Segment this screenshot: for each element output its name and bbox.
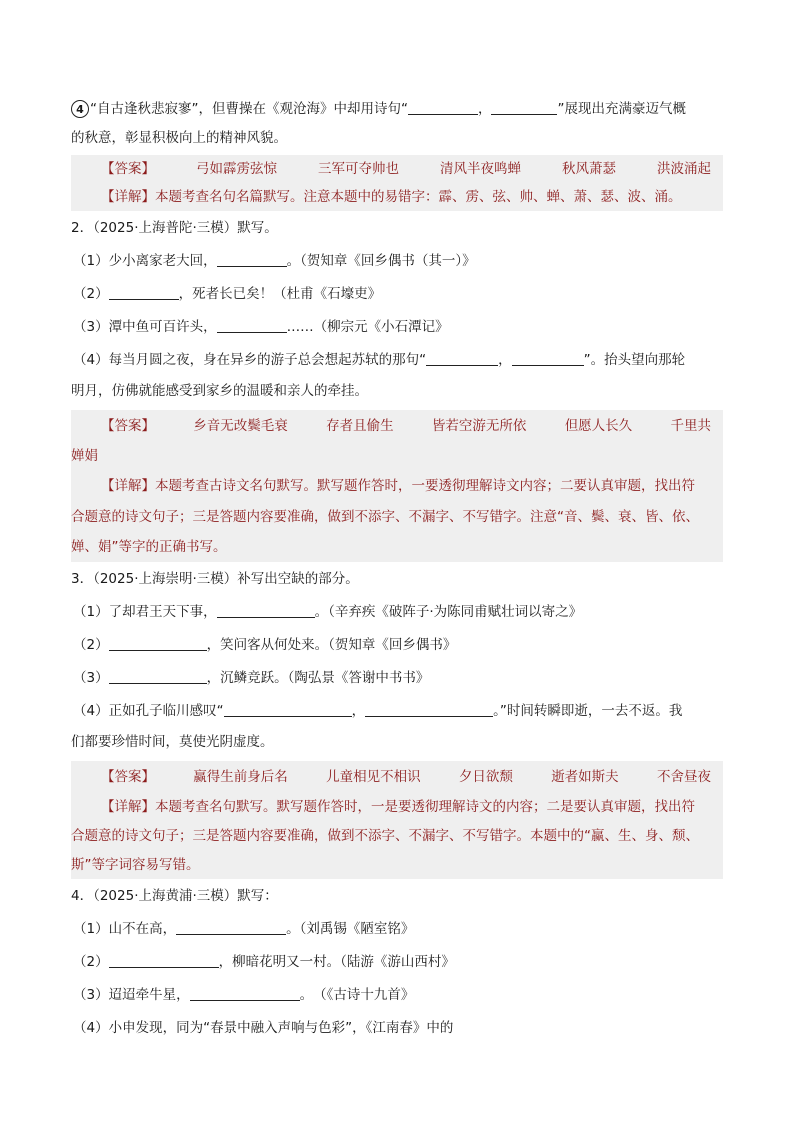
answer-tag: 【答案】 (101, 418, 155, 434)
q3-item-2: （2） ，笑问客从何处来。（贺知章《回乡偶书》 (73, 637, 457, 653)
q2-answer-box (71, 410, 723, 562)
question-heading: 3．（2025·上海崇明·三模）补写出空缺的部分。 (71, 571, 359, 587)
detail-text: 【详解】本题考查名句名篇默写。注意本题中的易错字：霹、雳、弦、帅、蝉、萧、瑟、波、涌。 (101, 189, 682, 205)
detail-text: 婵、娟”等字的正确书写。 (71, 539, 227, 555)
q2-item-3: （3）潭中鱼可百许头， ……（柳宗元《小石潭记》 (73, 319, 449, 335)
answer-blank[interactable] (176, 920, 286, 935)
answer-blank[interactable] (109, 953, 219, 968)
answer-item: 夕日欲颓 (458, 769, 513, 785)
question-heading: 2．（2025·上海普陀·三模）默写。 (71, 220, 278, 236)
answer-blank[interactable] (512, 351, 584, 366)
q4-item-3: （3）迢迢牵牛星， 。 （《古诗十九首》 (73, 987, 415, 1003)
detail-text: 【详解】本题考查古诗文名句默写。默写题作答时，一要透彻理解诗文内容；二要认真审题，找出符 (101, 478, 695, 494)
q3-item-1: （1）了却君王天下事， 。（辛弃疾《破阵子·为陈同甫赋壮词以寄之》 (73, 604, 583, 620)
answer-item: 洪波涌起 (657, 161, 711, 177)
q3-answer-box (71, 761, 723, 879)
answer-blank[interactable] (217, 603, 315, 618)
answer-blank[interactable] (426, 351, 498, 366)
q3-item-4: （4）正如孔子临川感叹“ ， 。”时间转瞬即逝，一去不返。我 (73, 703, 683, 719)
answer-blank[interactable] (365, 702, 493, 717)
answer-item: 但愿人长久 (564, 418, 633, 434)
q2-item-4: （4）每当月圆之夜，身在异乡的游子总会想起苏轼的那句“ ， ”。抬头望向那轮 (73, 352, 686, 368)
answer-blank[interactable] (190, 986, 300, 1001)
detail-text: 斯”等字词容易写错。 (71, 857, 200, 873)
q4-item-2: （2） ，柳暗花明又一村。（陆游《游山西村》 (73, 954, 455, 970)
answer-blank[interactable] (109, 285, 179, 300)
answer-blank[interactable] (224, 702, 352, 717)
q2-item-4-cont: 明月，仿佛就能感受到家乡的温暖和亲人的牵挂。 (71, 383, 368, 399)
answer-item: 赢得生前身后名 (193, 769, 288, 785)
q1-line1: 4 “自古逢秋悲寂寥”，但曹操在《观沧海》中却用诗句“ ， ”展现出充满豪迈气概 (71, 98, 723, 120)
answer-blank[interactable] (109, 636, 207, 651)
answer-item: 乡音无改鬓毛衰 (193, 418, 288, 434)
answer-item: 千里共 (670, 418, 711, 434)
answer-blank[interactable] (109, 669, 207, 684)
q4-item-1: （1）山不在高， 。（刘禹锡《陋室铭》 (73, 921, 415, 937)
answer-item: 弓如霹雳弦惊 (196, 161, 277, 177)
answer-row (71, 410, 723, 442)
q2-item-1: （1）少小离家老大回， 。（贺知章《回乡偶书（其一）》 (73, 253, 476, 269)
q1-answer-box (71, 155, 723, 211)
detail-text: 合题意的诗文句子；三是答题内容要准确，做到不添字、不漏字、不写错字。本题中的“赢、生、身、颓、 (71, 828, 699, 844)
detail-text: 【详解】本题考查名句默写。默写题作答时，一是要透彻理解诗文的内容；二是要认真审题，找出符 (101, 799, 695, 815)
answer-row (71, 761, 723, 793)
detail-text: 合题意的诗文句子；三是答题内容要准确，做到不添字、不漏字、不写错字。注意“音、鬓、衰、皆、依、 (71, 509, 699, 525)
document-page (71, 96, 723, 1039)
answer-blank[interactable] (408, 100, 478, 115)
answer-blank[interactable] (217, 252, 287, 267)
answer-continuation: 婵娟 (71, 448, 98, 464)
answer-item: 皆若空游无所依 (431, 418, 527, 434)
question-heading: 4．（2025·上海黄浦·三模）默写： (71, 888, 278, 904)
answer-item: 清风半夜鸣蝉 (440, 161, 521, 177)
q2-item-2: （2） ，死者长已矣！（杜甫《石壕吏》 (73, 286, 382, 302)
answer-tag: 【答案】 (101, 161, 155, 177)
answer-blank[interactable] (217, 318, 287, 333)
q1-line2: 的秋意，彰显积极向上的精神风貌。 (71, 130, 287, 146)
circle-number-icon: 4 (71, 100, 89, 118)
answer-item: 三军可夺帅也 (318, 161, 399, 177)
answer-tag: 【答案】 (101, 769, 155, 785)
answer-item: 秋风萧瑟 (562, 161, 616, 177)
answer-item: 逝者如斯夫 (551, 769, 619, 785)
q3-item-3: （3） ，沉鳞竞跃。（陶弘景《答谢中书书》 (73, 670, 430, 686)
q4-item-4: （4）小申发现，同为“春景中融入声响与色彩”，《江南春》中的 (73, 1020, 454, 1036)
answer-item: 儿童相见不相识 (326, 769, 421, 785)
answer-item: 不舍昼夜 (656, 769, 711, 785)
q3-item-4-cont: 们都要珍惜时间，莫使光阴虚度。 (71, 734, 274, 750)
answer-row (71, 155, 723, 183)
answer-item: 存者且偷生 (326, 418, 394, 434)
answer-blank[interactable] (491, 100, 557, 115)
